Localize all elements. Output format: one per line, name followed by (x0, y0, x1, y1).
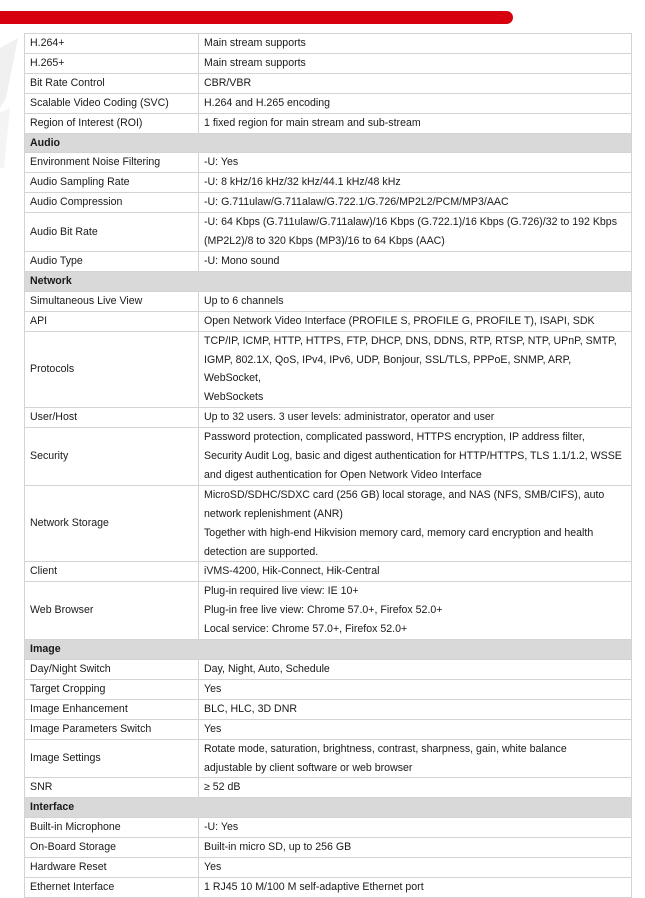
spec-label: Ethernet Interface (25, 877, 199, 897)
spec-value (199, 73, 632, 93)
spec-value-line: IGMP, 802.1X, QoS, IPv4, IPv6, UDP, Bonjour, SSL/TLS, PPPoE, SNMP, ARP, WebSocket, (204, 353, 572, 385)
spec-row (25, 173, 632, 193)
section-title: Audio (25, 133, 632, 153)
spec-value (199, 778, 632, 798)
spec-row (25, 818, 632, 838)
spec-value (199, 739, 632, 778)
spec-row (25, 679, 632, 699)
spec-value-line: Rotate mode, saturation, brightness, contrast, sharpness, gain, white balance (204, 742, 567, 755)
spec-value (199, 251, 632, 271)
spec-row (25, 213, 632, 252)
spec-row (25, 291, 632, 311)
spec-value-line: H.264 and H.265 encoding (204, 96, 331, 109)
spec-row (25, 408, 632, 428)
spec-row (25, 582, 632, 640)
spec-value-line: network replenishment (ANR) (204, 507, 343, 520)
spec-label: Audio Type (25, 251, 199, 271)
spec-row (25, 562, 632, 582)
spec-label: On-Board Storage (25, 838, 199, 858)
spec-label: Simultaneous Live View (25, 291, 199, 311)
spec-row (25, 153, 632, 173)
spec-value-line: Yes (204, 861, 222, 874)
spec-label: Audio Compression (25, 193, 199, 213)
section-header-row (25, 271, 632, 291)
spec-label: Image Settings (25, 739, 199, 778)
spec-value (199, 93, 632, 113)
spec-value (199, 173, 632, 193)
spec-row (25, 193, 632, 213)
spec-label: Audio Bit Rate (25, 213, 199, 252)
spec-value-line: TCP/IP, ICMP, HTTP, HTTPS, FTP, DHCP, DNS, DDNS, RTP, RTSP, NTP, UPnP, SMTP, (204, 334, 617, 347)
spec-row (25, 428, 632, 486)
spec-value-line: MicroSD/SDHC/SDXC card (256 GB) local storage, and NAS (NFS, SMB/CIFS), auto (204, 488, 605, 501)
spec-value (199, 291, 632, 311)
spec-label: SNR (25, 778, 199, 798)
spec-value-line: Built-in micro SD, up to 256 GB (204, 841, 352, 854)
spec-value-line: adjustable by client software or web browser (204, 761, 413, 774)
spec-value-line: Plug-in free live view: Chrome 57.0+, Firefox 52.0+ (204, 604, 443, 617)
spec-value-line: Plug-in required live view: IE 10+ (204, 585, 359, 598)
header-accent-bar (0, 11, 513, 24)
spec-value-line: -U: Mono sound (204, 254, 280, 267)
spec-label: Bit Rate Control (25, 73, 199, 93)
spec-table-body (25, 34, 632, 898)
spec-label: Built-in Microphone (25, 818, 199, 838)
spec-table (24, 33, 632, 898)
spec-value (199, 877, 632, 897)
spec-row (25, 53, 632, 73)
spec-value (199, 408, 632, 428)
spec-value (199, 428, 632, 486)
spec-value-line: Main stream supports (204, 37, 306, 49)
spec-row (25, 485, 632, 562)
spec-value-line: -U: Yes (204, 821, 239, 834)
spec-value (199, 679, 632, 699)
spec-label: H.264+ (25, 34, 199, 54)
watermark-logo-icon (0, 38, 18, 168)
spec-value (199, 331, 632, 408)
spec-value-line: Open Network Video Interface (PROFILE S, PROFILE G, PROFILE T), ISAPI, SDK (204, 314, 595, 327)
spec-row (25, 251, 632, 271)
spec-label: Hardware Reset (25, 858, 199, 878)
spec-value-line: 1 RJ45 10 M/100 M self-adaptive Ethernet port (204, 880, 424, 893)
spec-value (199, 113, 632, 133)
spec-value-line: iVMS-4200, Hik-Connect, Hik-Central (204, 565, 380, 578)
spec-row (25, 113, 632, 133)
spec-value (199, 699, 632, 719)
spec-label: Image Enhancement (25, 699, 199, 719)
spec-value (199, 719, 632, 739)
spec-value (199, 193, 632, 213)
spec-label: Region of Interest (ROI) (25, 113, 199, 133)
section-title: Image (25, 640, 632, 660)
spec-value (199, 562, 632, 582)
spec-value-line: Day, Night, Auto, Schedule (204, 663, 330, 675)
spec-label: Protocols (25, 331, 199, 408)
spec-value-line: Up to 32 users. 3 user levels: administrator, operator and user (204, 411, 495, 424)
section-title: Network (25, 271, 632, 291)
spec-value (199, 213, 632, 252)
spec-value-line: -U: G.711ulaw/G.711alaw/G.722.1/G.726/MP2L2/PCM/MP3/AAC (204, 196, 509, 209)
spec-label: Environment Noise Filtering (25, 153, 199, 173)
spec-value-line: BLC, HLC, 3D DNR (204, 702, 298, 715)
spec-value (199, 838, 632, 858)
spec-label: API (25, 311, 199, 331)
spec-row (25, 660, 632, 680)
spec-value-line: -U: 8 kHz/16 kHz/32 kHz/44.1 kHz/48 kHz (204, 176, 401, 189)
spec-value-line: (MP2L2)/8 to 320 Kbps (MP3)/16 to 64 Kbps (AAC) (204, 235, 445, 248)
spec-value (199, 153, 632, 173)
spec-value-line: Yes (204, 722, 222, 735)
spec-value-line: Together with high-end Hikvision memory card, memory card encryption and health (204, 526, 594, 539)
spec-value-line: Up to 6 channels (204, 294, 284, 307)
spec-row (25, 739, 632, 778)
spec-row (25, 331, 632, 408)
spec-label: Target Cropping (25, 679, 199, 699)
spec-label: User/Host (25, 408, 199, 428)
spec-label: H.265+ (25, 53, 199, 73)
spec-row (25, 311, 632, 331)
spec-value-line: -U: 64 Kbps (G.711ulaw/G.711alaw)/16 Kbps (G.722.1)/16 Kbps (G.726)/32 to 192 Kbps (204, 216, 617, 229)
spec-value (199, 582, 632, 640)
section-header-row (25, 798, 632, 818)
spec-value-line: detection are supported. (204, 545, 319, 558)
section-header-row (25, 133, 632, 153)
spec-value-line: Main stream supports (204, 56, 306, 69)
spec-label: Day/Night Switch (25, 660, 199, 680)
spec-value-line: Password protection, complicated password, HTTPS encryption, IP address filter, (204, 431, 585, 444)
spec-label: Security (25, 428, 199, 486)
section-title: Interface (25, 798, 632, 818)
spec-row (25, 93, 632, 113)
spec-row (25, 838, 632, 858)
spec-row (25, 719, 632, 739)
spec-value-line: ≥ 52 dB (204, 781, 241, 794)
spec-row (25, 778, 632, 798)
spec-value-line: Security Audit Log, basic and digest authentication for HTTP/HTTPS, TLS 1.1/1.2, WSSE (204, 450, 622, 463)
spec-value-line: WebSockets (204, 391, 264, 404)
spec-value (199, 818, 632, 838)
spec-value (199, 53, 632, 73)
spec-value-line: CBR/VBR (204, 76, 252, 89)
spec-value-line: -U: Yes (204, 156, 239, 169)
spec-value (199, 34, 632, 54)
spec-value (199, 660, 632, 680)
spec-label: Scalable Video Coding (SVC) (25, 93, 199, 113)
spec-row (25, 73, 632, 93)
spec-value-line: Local service: Chrome 57.0+, Firefox 52.0+ (204, 623, 408, 636)
spec-row (25, 699, 632, 719)
spec-row (25, 34, 632, 54)
spec-label: Web Browser (25, 582, 199, 640)
spec-label: Audio Sampling Rate (25, 173, 199, 193)
spec-value-line: and digest authentication for Open Network Video Interface (204, 468, 482, 481)
spec-value (199, 485, 632, 562)
spec-row (25, 877, 632, 897)
spec-value (199, 858, 632, 878)
spec-row (25, 858, 632, 878)
section-header-row (25, 640, 632, 660)
spec-label: Client (25, 562, 199, 582)
spec-value-line: Yes (204, 682, 222, 695)
spec-value (199, 311, 632, 331)
spec-label: Network Storage (25, 485, 199, 562)
spec-value-line: 1 fixed region for main stream and sub-stream (204, 116, 421, 129)
spec-label: Image Parameters Switch (25, 719, 199, 739)
